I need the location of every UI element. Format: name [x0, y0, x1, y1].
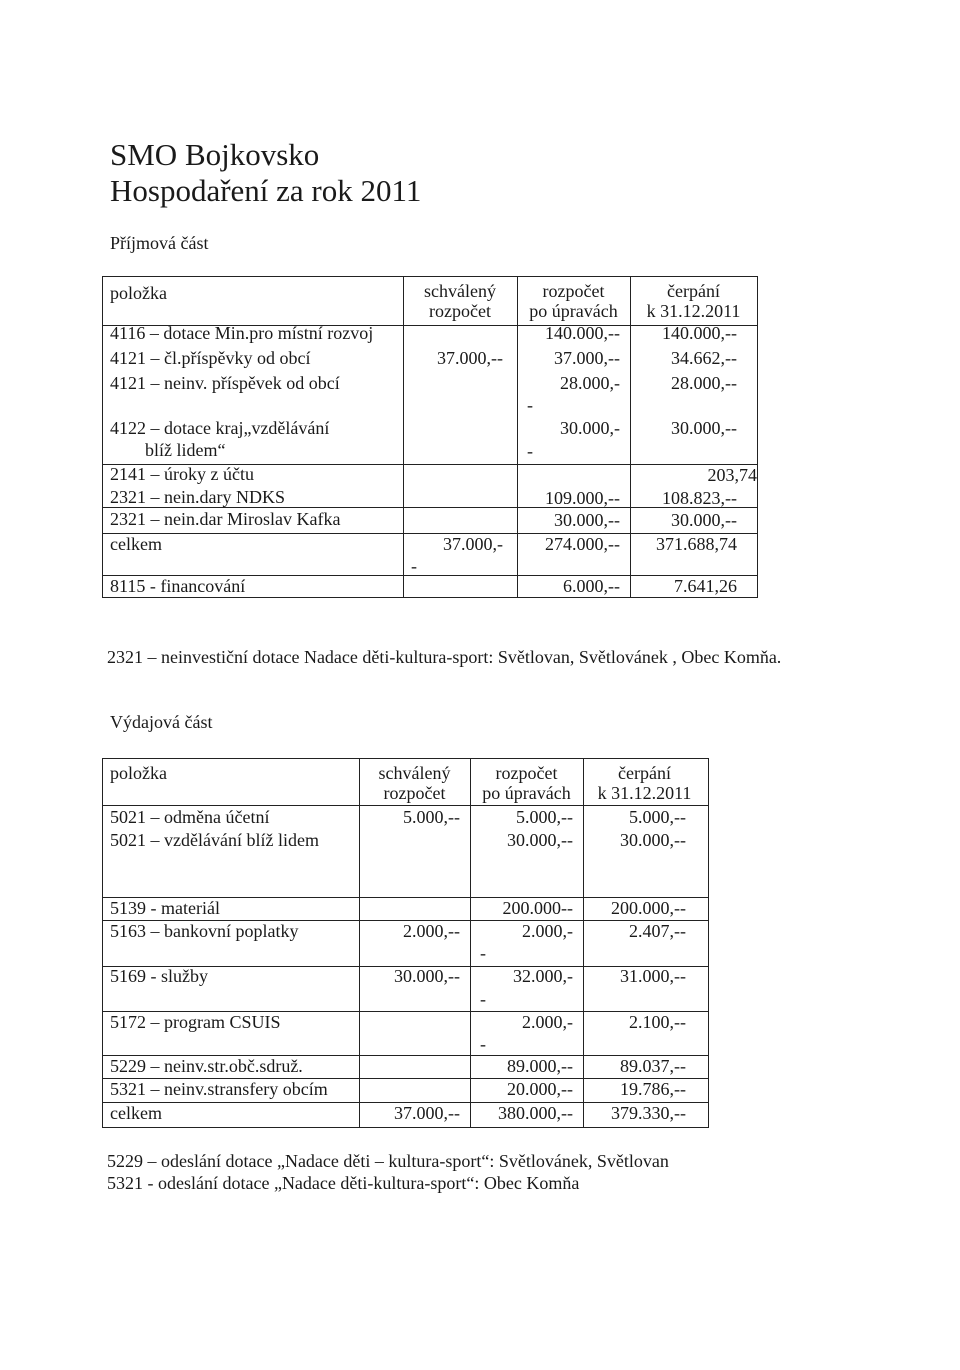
income-row-spent: 34.662,--	[671, 348, 737, 368]
income-row-adjusted: 30.000,-	[560, 418, 620, 438]
expense-note-2: 5321 - odeslání dotace „Nadace děti-kultura-sport“: Obec Komňa	[107, 1173, 580, 1193]
expense-row-adjusted: 20.000,--	[507, 1079, 573, 1099]
expense-row-approved: 5.000,--	[403, 807, 460, 827]
income-row-spent: 203,74	[707, 465, 757, 485]
expense-row-approved: 37.000,--	[394, 1103, 460, 1123]
expense-row-adjusted: 2.000,-	[522, 1012, 573, 1032]
expense-row-dash: -	[480, 989, 486, 1009]
income-table	[102, 276, 758, 598]
expense-row-spent: 19.786,--	[620, 1079, 686, 1099]
income-row-spent: 30.000,--	[671, 510, 737, 530]
income-note: 2321 – neinvestiční dotace Nadace děti-kultura-sport: Světlovan, Světlovánek , Obec Komňa.	[107, 647, 782, 667]
expense-row-item: 5021 – vzdělávání blíž lidem	[110, 830, 319, 850]
income-row-adjusted: 274.000,--	[545, 534, 620, 554]
income-row-item: 4122 – dotace kraj„vzdělávání	[110, 418, 330, 438]
income-row-item: 4121 – neinv. příspěvek od obcí	[110, 373, 340, 393]
expense-header-item: položka	[110, 763, 167, 783]
income-row-dash: -	[527, 395, 533, 415]
expense-row-item: 5229 – neinv.str.obč.sdruž.	[110, 1056, 303, 1076]
expense-row-adjusted: 32.000,-	[513, 966, 573, 986]
title-line-2: Hospodaření za rok 2011	[110, 173, 422, 208]
expense-row-item: 5321 – neinv.stransfery obcím	[110, 1079, 328, 1099]
expense-row-spent: 2.100,--	[629, 1012, 686, 1032]
expense-row-item: celkem	[110, 1103, 162, 1123]
income-row-approved: 37.000,-	[443, 534, 503, 554]
income-row-item: 2321 – nein.dary NDKS	[110, 487, 285, 507]
income-row-spent: 28.000,--	[671, 373, 737, 393]
expense-row-spent: 31.000,--	[620, 966, 686, 986]
expense-row-item: 5169 - služby	[110, 966, 208, 986]
income-row-spent: 371.688,74	[656, 534, 737, 554]
expense-note-1: 5229 – odeslání dotace „Nadace děti – kultura-sport“: Světlovánek, Světlovan	[107, 1151, 669, 1171]
expense-row-adjusted: 200.000--	[502, 898, 573, 918]
income-row-item: 2321 – nein.dar Miroslav Kafka	[110, 509, 341, 529]
expense-row-spent: 89.037,--	[620, 1056, 686, 1076]
income-header-adjusted: rozpočet po úpravách	[529, 281, 618, 321]
income-row-adjusted: 28.000,-	[560, 373, 620, 393]
expense-header-adjusted: rozpočet po úpravách	[482, 763, 571, 803]
income-row-adjusted: 37.000,--	[554, 348, 620, 368]
expense-row-item: 5021 – odměna účetní	[110, 807, 270, 827]
income-row-item-cont: blíž lidem“	[145, 440, 226, 460]
expense-row-approved: 2.000,--	[403, 921, 460, 941]
income-row-spent: 140.000,--	[662, 323, 737, 343]
expense-header-approved: schválený rozpočet	[378, 763, 451, 803]
expense-row-spent: 2.407,--	[629, 921, 686, 941]
expense-row-spent: 5.000,--	[629, 807, 686, 827]
income-header-item: položka	[110, 283, 167, 303]
income-row-adjusted: 6.000,--	[563, 576, 620, 596]
expense-row-approved: 30.000,--	[394, 966, 460, 986]
income-row-item: 4116 – dotace Min.pro místní rozvoj	[110, 323, 374, 343]
income-row-spent: 30.000,--	[671, 418, 737, 438]
income-row-dash: -	[411, 556, 417, 576]
expense-row-adjusted: 2.000,-	[522, 921, 573, 941]
income-row-spent: 7.641,26	[674, 576, 737, 596]
income-row-approved: 37.000,--	[437, 348, 503, 368]
expense-row-adjusted: 5.000,--	[516, 807, 573, 827]
income-row-adjusted: 30.000,--	[554, 510, 620, 530]
expense-row-item: 5163 – bankovní poplatky	[110, 921, 299, 941]
expense-header-spent: čerpání k 31.12.2011	[597, 763, 692, 803]
expense-table	[102, 758, 709, 1128]
expense-heading: Výdajová část	[110, 712, 213, 732]
expense-row-adjusted: 380.000,--	[498, 1103, 573, 1123]
title-line-1: SMO Bojkovsko	[110, 137, 320, 172]
expense-row-spent: 30.000,--	[620, 830, 686, 850]
income-heading: Příjmová část	[110, 233, 209, 253]
income-header-approved: schválený rozpočet	[424, 281, 496, 321]
expense-row-spent: 379.330,--	[611, 1103, 686, 1123]
income-row-item: 2141 – úroky z účtu	[110, 464, 254, 484]
expense-row-adjusted: 30.000,--	[507, 830, 573, 850]
income-row-item: celkem	[110, 534, 162, 554]
expense-row-item: 5172 – program CSUIS	[110, 1012, 281, 1032]
income-row-adjusted: 140.000,--	[545, 323, 620, 343]
expense-row-dash: -	[480, 1034, 486, 1054]
income-row-adjusted: 109.000,--	[545, 488, 620, 508]
expense-row-item: 5139 - materiál	[110, 898, 220, 918]
income-header-spent: čerpání k 31.12.2011	[646, 281, 741, 321]
income-row-dash: -	[527, 441, 533, 461]
income-row-item: 4121 – čl.příspěvky od obcí	[110, 348, 311, 368]
income-row-item: 8115 - financování	[110, 576, 246, 596]
income-row-spent: 108.823,--	[662, 488, 737, 508]
expense-row-adjusted: 89.000,--	[507, 1056, 573, 1076]
expense-row-spent: 200.000,--	[611, 898, 686, 918]
expense-row-dash: -	[480, 943, 486, 963]
